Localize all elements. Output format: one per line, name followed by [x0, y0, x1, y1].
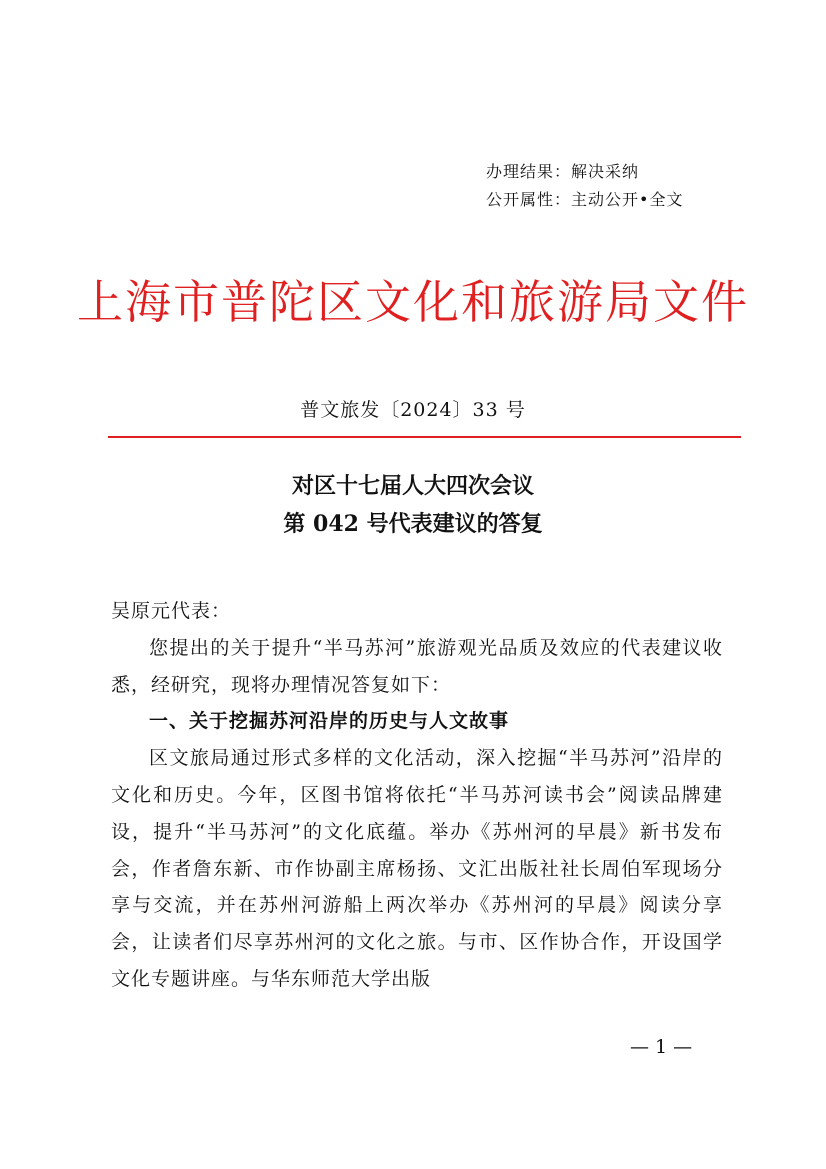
document-subject [0, 467, 826, 543]
salutation: 吴原元代表： [111, 600, 232, 622]
subject-line-2: 第 042 号代表建议的答复 [283, 511, 543, 537]
subject-line-1: 对区十七届人大四次会议 [291, 473, 534, 499]
red-divider-line [108, 436, 741, 438]
section-heading: 一、关于挖掘苏河沿岸的历史与人文故事 [149, 710, 510, 733]
document-body [111, 593, 723, 998]
disclosure-attribute: 公开属性：主动公开•全文 [486, 190, 684, 209]
intro-paragraph: 您提出的关于提升“半马苏河”旅游观光品质及效应的代表建议收悉，经研究，现将办理情况答复如下： [111, 636, 723, 696]
document-number: 普文旅发〔2024〕33 号 [300, 399, 526, 421]
document-meta [486, 158, 683, 214]
page-number: — 1 — [630, 1036, 693, 1058]
issuing-organization-title: 上海市普陀区文化和旅游局文件 [77, 275, 749, 329]
handling-result: 办理结果：解决采纳 [486, 162, 640, 181]
section-paragraph: 区文旅局通过形式多样的文化活动，深入挖掘“半马苏河”沿岸的文化和历史。今年，区图书馆将依托“半马苏河读书会”阅读品牌建设，提升“半马苏河”的文化底蕴。举办《苏州河的早晨》新书发布会，作者詹东新、市作协副主席杨扬、文汇出版社社长周伯军现场分享与交流，并在苏州河游船上两次举办《苏州河的早晨》阅读分享会，让读者们尽享苏州河的文化之旅。与市、区作协合作，开设国学文化专题讲座。与华东师范大学出版 [111, 747, 723, 990]
